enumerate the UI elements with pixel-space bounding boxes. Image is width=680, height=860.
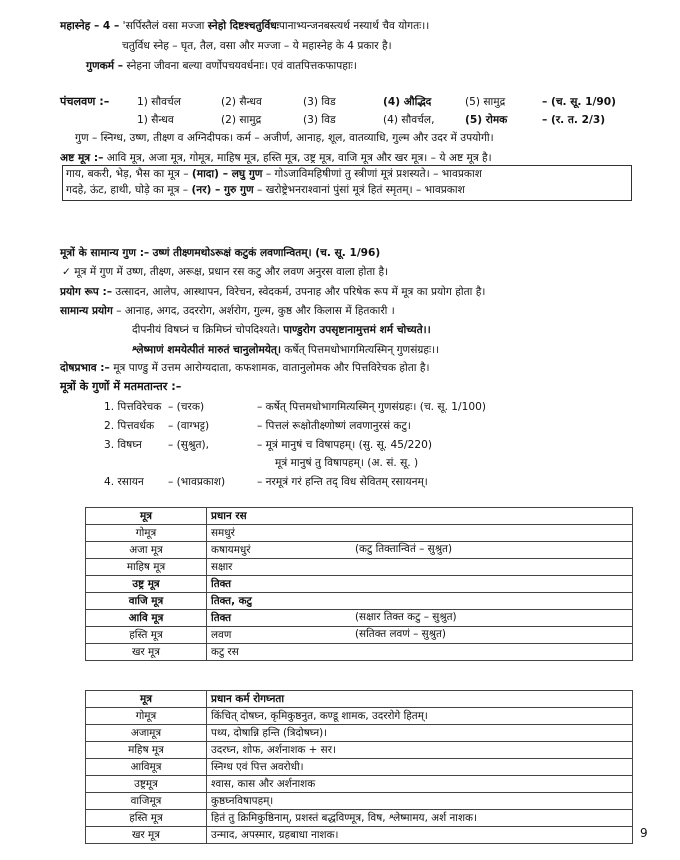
box-line1-a: गाय, बकरी, भेड़, भैस का मूत्र –: [66, 168, 189, 180]
mahasneha-verse-rest: पानाभ्यन्जनबस्त्यर्थ नस्यार्थ चैव योगतः।।: [278, 20, 430, 32]
box-line2-c: – खरोष्ट्रेभनराश्वानां पुंसां मूत्रं हितं स्मृतम्। – भावप्रकाश: [257, 184, 465, 196]
karma-value-cell: उन्माद, अपस्मार, ग्रहबाधा नाशक।: [207, 827, 633, 844]
karma-mutra-cell: हस्ति मूत्र: [86, 810, 207, 827]
matantara-text: – नरमूत्रं गरं हन्ति तद् विध सेवितम् रसायनम्।: [257, 476, 428, 488]
deepaniya-line: [132, 323, 431, 337]
rasa-value: कटु रस: [211, 645, 239, 658]
panchlavan-heading: पंचलवण :–: [60, 95, 110, 108]
rasa-value-cell: [207, 610, 633, 627]
deepaniya-text: दीपनीयं विषघ्नं च क्रिमिघ्नं चोपदिश्यते।: [132, 324, 280, 336]
prayoga-line: [60, 285, 485, 299]
samanya-prayoga-text: – आनाह, अगद, उदररोग, अर्शरोग, गुल्म, कुष्ठ और किलास में हितकारी ।: [116, 305, 395, 317]
karma-table-row: [86, 776, 633, 793]
rasa-table-row: [86, 559, 633, 576]
rasa-value: समधुरं: [211, 526, 235, 539]
ashta-mutra-text: आवि मूत्र, अजा मूत्र, गोमूत्र, माहिष मूत्र, हस्ति मूत्र, उष्ट्र मूत्र, वाजि मूत्र और खर मूत्र। – ये अष्ट मूत्र है।: [106, 152, 492, 164]
page-number: 9: [640, 826, 648, 840]
matantara-number: 1. पित्तविरेचक: [104, 401, 162, 413]
karma-table: [85, 690, 633, 844]
rasa-table: [85, 507, 633, 661]
samanya-prayoga-label: सामान्य प्रयोग: [60, 305, 113, 317]
samanya-guna-line: [60, 246, 380, 260]
panchlavan-r2c3: (3) विड: [303, 114, 336, 126]
rasa-value: सक्षार: [211, 560, 233, 573]
karma-mutra-cell: आविमूत्र: [86, 759, 207, 776]
rasa-table-header: [86, 508, 633, 525]
panchlavan-r1c6: – (च. सू. 1/90): [542, 96, 616, 108]
panchlavan-r2c1: 1) सैन्धव: [137, 114, 174, 126]
rasa-value-cell: [207, 559, 633, 576]
karma-table-header: [86, 691, 633, 708]
mahasneha-verse-bold: स्नेहो दिष्टश्चतुर्विधः: [207, 20, 279, 32]
dosha-text: मूत्र पाण्डु में उत्तम आरोग्यदाता, कफशामक, वातानुलोमक और पित्तविरेचक होता है।: [113, 362, 430, 374]
box-line-female: [66, 167, 482, 181]
karma-value-cell: कुष्ठघ्नविषापहम्।: [207, 793, 633, 810]
matantara-source: – (भावप्रकाश): [168, 476, 226, 488]
panchlavan-r1c2: (2) सैन्धव: [221, 96, 262, 108]
pandu-text: पाण्डुरोग उपसृष्टानामुत्तमं शर्म चोच्यते।।: [283, 324, 431, 336]
gunakarma-line: [86, 59, 357, 73]
rasa-value-cell: [207, 644, 633, 661]
rasa-header-rasa: प्रधान रस: [207, 508, 633, 525]
karma-value-cell: उदरघ्न, शोफ, अर्शनाशक + सर।: [207, 742, 633, 759]
shleshma-rest: कर्षेत् पित्तमधोभागमित्यस्मिन् गुणसंग्रहः।।: [284, 344, 440, 356]
matantara-source: – (सुश्रुत),: [168, 439, 209, 451]
prayoga-text: उत्सादन, आलेप, आस्थापन, विरेचन, स्वेदकर्म, उपनाह और परिषेक रूप में मूत्र का प्रयोग होता है।: [115, 286, 486, 298]
karma-mutra-cell: अजामूत्र: [86, 725, 207, 742]
matantara-text: मूत्रं मानुषं तु विषापहम्। (अ. सं. सू. ): [275, 457, 419, 469]
rasa-table-row: [86, 610, 633, 627]
box-line1-c: – गोऽजाविमहिषीणां तु स्त्रीणां मूत्रं प्रशस्यते। – भावप्रकाश: [265, 168, 482, 180]
gunakarma-text: स्नेहना जीवना बल्या वर्णोपचयवर्धनाः। एवं वातपित्तकफापहाः।: [126, 60, 357, 72]
rasa-value: तिक्त: [211, 611, 232, 624]
rasa-header-mutra: मूत्र: [86, 508, 207, 525]
rasa-value-cell: [207, 627, 633, 644]
rasa-table-row: [86, 593, 633, 610]
matantara-text: – मूत्रं मानुषं च विषापहम्। (सु. सू. 45/220): [257, 439, 432, 451]
check-line: [62, 265, 388, 279]
check-line-text: मूत्र में गुण में उष्ण, तीक्ष्ण, अरूक्ष, प्रधान रस कटु और लवण अनुरस वाला होता है।: [74, 266, 389, 278]
karma-header-mutra: मूत्र: [86, 691, 207, 708]
karma-table-row: [86, 827, 633, 844]
box-line-male: [66, 183, 465, 197]
karma-mutra-cell: महिष मूत्र: [86, 742, 207, 759]
rasa-mutra-cell: गोमूत्र: [86, 525, 207, 542]
rasa-table-row: [86, 627, 633, 644]
rasa-note: (सक्षार तिक्त कटु – सुश्रुत): [355, 611, 457, 623]
karma-mutra-cell: वाजिमूत्र: [86, 793, 207, 810]
matantara-number: 4. रसायन: [104, 476, 144, 488]
rasa-mutra-cell: हस्ति मूत्र: [86, 627, 207, 644]
karma-mutra-cell: उष्ट्रमूत्र: [86, 776, 207, 793]
rasa-table-row: [86, 576, 633, 593]
matantara-number: 3. विषघ्न: [104, 439, 142, 451]
matantara-heading: मूत्रों के गुणों में मतमतान्तर :–: [60, 380, 182, 393]
rasa-value-cell: [207, 525, 633, 542]
karma-table-row: [86, 708, 633, 725]
rasa-mutra-cell: अजा मूत्र: [86, 542, 207, 559]
matantara-text: – पित्तलं रूक्षोतीक्ष्णोष्णं लवणानुरसं कटु।: [257, 420, 411, 432]
karma-value-cell: हितं तु क्रिमिकुष्ठिनाम्, प्रशस्तं बद्धविण्मूत्र, विष, श्लेष्मामय, अर्श नाशक।: [207, 810, 633, 827]
karma-mutra-cell: गोमूत्र: [86, 708, 207, 725]
karma-table-row: [86, 725, 633, 742]
rasa-table-row: [86, 525, 633, 542]
rasa-value: कषायमधुरं: [211, 543, 251, 556]
box-line1-b: (मादा) – लघु गुण: [191, 168, 263, 180]
shleshma-bold: श्लेष्माणं शमयेत्पीतं मारुतं चानुलोमयेत्।: [132, 344, 281, 356]
samanya-guna-shloka: उष्णं तीक्ष्णमथोऽरूक्षं कटुकं लवणान्वितम्। (च. सू. 1/96): [152, 247, 381, 259]
rasa-mutra-cell: वाजि मूत्र: [86, 593, 207, 610]
karma-table-row: [86, 793, 633, 810]
panchlavan-r2c5: (5) रोमक: [465, 114, 508, 126]
shleshma-line: [132, 343, 439, 357]
karma-value-cell: स्निग्ध एवं पित्त अवरोधी।: [207, 759, 633, 776]
rasa-value-cell: [207, 576, 633, 593]
karma-table-row: [86, 742, 633, 759]
samanya-prayoga-line: [60, 304, 395, 318]
panchlavan-r2c4: (4) सौवर्चल,: [383, 114, 435, 126]
karma-value-cell: पथ्य, दोषान्नि हन्ति (त्रिदोषघ्न)।: [207, 725, 633, 742]
panchlavan-r1c4: (4) औद्भिद: [383, 96, 432, 108]
panchlavan-r1c5: (5) सामुद्र: [465, 96, 506, 108]
panchlavan-r2c6: – (र. त. 2/3): [542, 114, 606, 126]
karma-table-row: [86, 810, 633, 827]
mahasneha-heading: महास्नेह – 4 –: [60, 20, 120, 32]
karma-value-cell: किंचित् दोषघ्न, कृमिकुष्ठनुत, कण्डू शामक, उदररोगे हितम्।: [207, 708, 633, 725]
matantara-source: – (वाग्भट्ट): [168, 420, 210, 432]
karma-mutra-cell: खर मूत्र: [86, 827, 207, 844]
rasa-value: लवण: [211, 628, 232, 641]
checkmark-icon: ✓: [62, 266, 71, 278]
matantara-text: – कर्षेत् पित्तमधोभागमित्यस्मिन् गुणसंग्रहः। (च. सू. 1/100): [257, 401, 486, 413]
karma-table-row: [86, 759, 633, 776]
panchlavan-r2c2: (2) सामुद्र: [221, 114, 262, 126]
rasa-table-row: [86, 644, 633, 661]
ashta-mutra-heading: अष्ट मूत्र :–: [60, 152, 104, 164]
gunakarma-label: गुणकर्म –: [86, 60, 124, 72]
mahasneha-line2: चतुर्विध स्नेह – घृत, तैल, वसा और मज्जा – ये महास्नेह के 4 प्रकार है।: [122, 40, 392, 52]
rasa-value-cell: [207, 593, 633, 610]
panchlavan-r1c3: (3) विड: [303, 96, 336, 108]
rasa-mutra-cell: उष्ट्र मूत्र: [86, 576, 207, 593]
rasa-mutra-cell: खर मूत्र: [86, 644, 207, 661]
ashta-mutra-line: [60, 151, 492, 165]
prayoga-label: प्रयोग रूप :–: [60, 286, 113, 298]
box-line2-b: (नर) – गुरु गुण: [191, 184, 254, 196]
rasa-value: तिक्त: [211, 577, 232, 590]
karma-header-karma: प्रधान कर्म रोगघ्नता: [207, 691, 633, 708]
dosha-label: दोषप्रभाव :–: [60, 362, 110, 374]
mahasneha-verse-plain: 'सर्पिस्तैलं वसा मज्जा: [122, 20, 205, 32]
rasa-note: (कटु तिक्तान्वितं – सुश्रुत): [355, 543, 453, 555]
mahasneha-line: [60, 19, 429, 33]
rasa-value: तिक्त, कटु: [211, 594, 252, 607]
matantara-source: – (चरक): [168, 401, 205, 413]
dosha-line: [60, 361, 430, 375]
rasa-note: (सतिक्त लवणं – सुश्रुत): [355, 628, 446, 640]
rasa-value-cell: [207, 542, 633, 559]
panchlavan-r1c1: 1) सौवर्चल: [137, 96, 181, 108]
panchlavan-guna: गुण – स्निग्ध, उष्ण, तीक्ष्ण व अग्निदीपक। कर्म – अजीर्ण, आनाह, शूल, वातव्याधि, गुल्म और उदर में उपयोगी।: [75, 132, 494, 144]
rasa-table-row: [86, 542, 633, 559]
box-line2-a: गदहे, ऊंट, हाथी, घोड़े का मूत्र –: [66, 184, 189, 196]
karma-value-cell: श्वास, कास और अर्शनाशक: [207, 776, 633, 793]
matantara-number: 2. पित्तवर्धक: [104, 420, 155, 432]
samanya-guna-heading: मूत्रों के सामान्य गुण :–: [60, 247, 150, 259]
rasa-mutra-cell: माहिष मूत्र: [86, 559, 207, 576]
rasa-mutra-cell: आवि मूत्र: [86, 610, 207, 627]
